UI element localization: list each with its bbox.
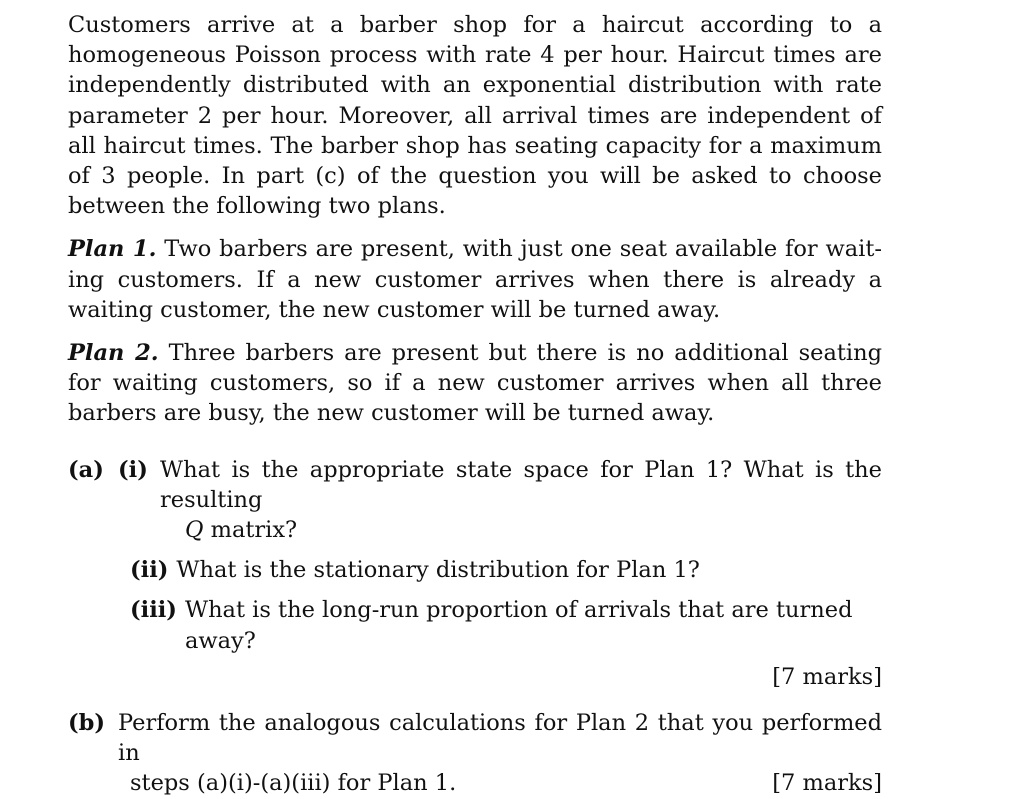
part-a-i	[68, 455, 882, 546]
part-a-iii-label: (iii)	[130, 597, 177, 624]
plan-1-title: Plan 1.	[68, 236, 157, 263]
q-matrix-symbol: Q	[185, 517, 204, 544]
part-a-iii	[130, 595, 882, 655]
part-b-line-2-row	[130, 768, 882, 798]
part-b-line-2: steps (a)(i)-(a)(iii) for Plan 1.	[130, 770, 457, 797]
plan-1-paragraph	[68, 234, 882, 325]
part-a-ii-text: What is the stationary distribution for Plan 1?	[176, 557, 700, 584]
part-a-ii	[130, 555, 882, 585]
part-a-ii-label: (ii)	[130, 557, 169, 584]
exam-question	[68, 10, 882, 799]
part-b	[68, 708, 882, 799]
plan-2-title: Plan 2.	[68, 340, 159, 367]
plan-2-text: Three barbers are present but there is no additional seating for waiting customers, so if a new customer arrives when all three barbers are busy, the new customer will be turned away.	[68, 340, 883, 427]
part-a	[68, 455, 882, 692]
plan-2-paragraph	[68, 338, 882, 429]
part-a-i-text	[160, 455, 882, 546]
part-a-marks: [7 marks]	[772, 663, 882, 690]
part-b-row	[68, 708, 882, 799]
part-a-i-label: (i)	[118, 456, 148, 483]
plan-1-text: Two barbers are present, with just one seat available for waiting customers. If a new customer arrives when there is already a waiting customer, the new customer will be turned away.	[68, 236, 882, 323]
part-b-label: (b)	[68, 710, 106, 737]
part-a-i-text-before: What is the appropriate state space for Plan 1? What is the resulting	[160, 456, 882, 513]
part-b-line-1: Perform the analogous calculations for Plan 2 that you performed in	[118, 710, 882, 767]
part-a-iii-text: What is the long-run proportion of arrivals that are turned away?	[184, 597, 853, 654]
part-a-label: (a)	[68, 456, 104, 483]
part-b-marks: [7 marks]	[772, 770, 882, 797]
part-b-text	[118, 708, 882, 799]
part-a-i-text-after: matrix?	[203, 517, 298, 544]
intro-paragraph: Customers arrive at a barber shop for a haircut according to a homogeneous Poisson process with rate 4 per hour. Haircut times are independently distributed with an exponential distribution with rate parameter 2 per hour. Moreover, all arrival times are independent of all haircut times. The barber shop has seating capacity for a maximum of 3 people. In part (c) of the question you will be asked to choose between the following two plans.	[68, 12, 882, 220]
